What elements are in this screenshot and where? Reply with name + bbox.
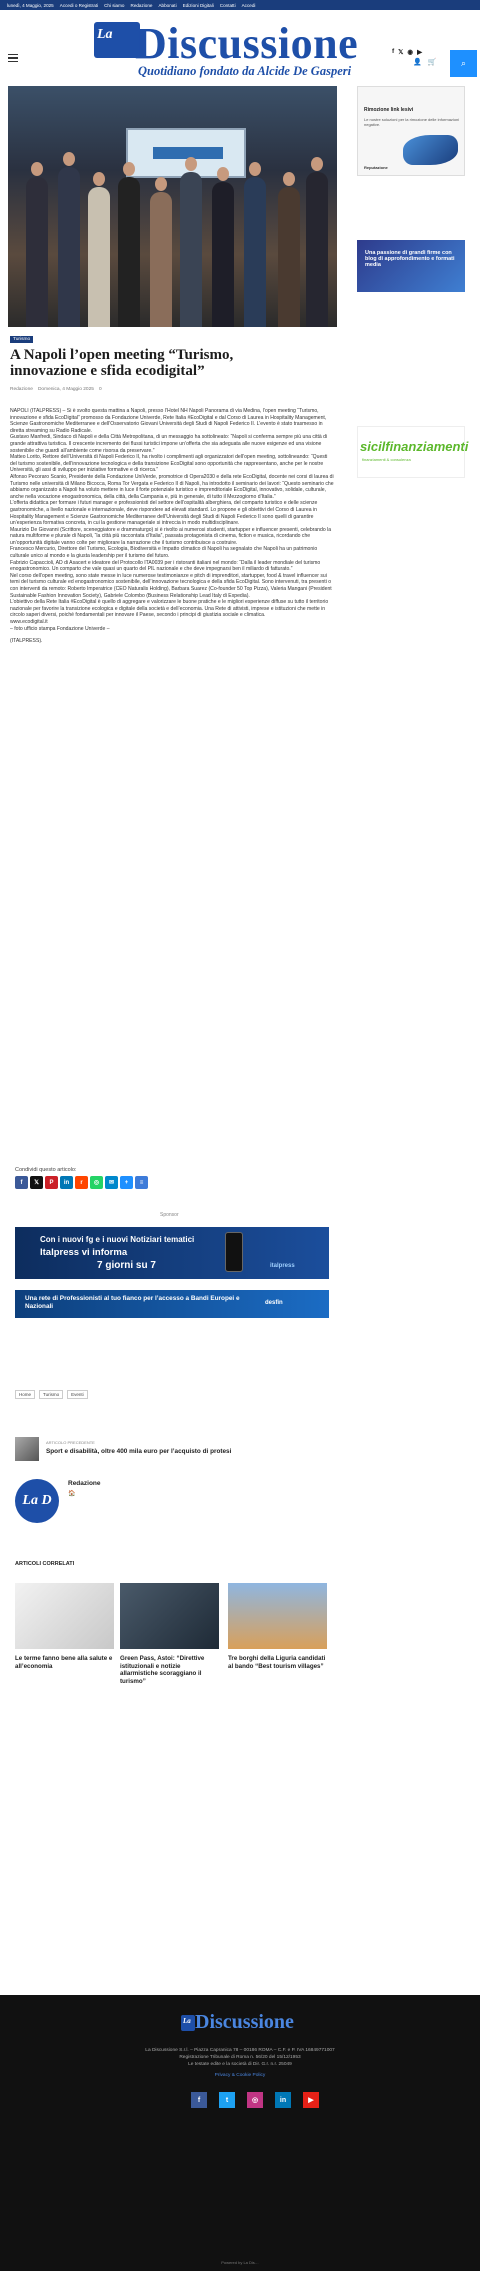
- share-pinterest-icon[interactable]: P: [45, 1176, 58, 1189]
- banner-line: Italpress vi informa: [40, 1247, 128, 1258]
- article-tags: [15, 1390, 88, 1399]
- sponsor-banner-desfin[interactable]: [15, 1290, 329, 1318]
- ad-brand: sicilfinanziamenti: [360, 439, 469, 454]
- person: [118, 177, 140, 327]
- paragraph: Maurizio De Giovanni (Scrittore, sceneggiatore e drammaturgo) si è rivolto ai numerosi studenti, startupper e influencer presenti, celebrando la natura multiforme e plurale di Napoli, “la città più raccontata d’Italia”, passata protagonista di cinema, fiction e musica, ricordando che un’opportunità digitale vanno colte per migliorare la narrazione che il turismo contribuisce a costruire.: [10, 526, 332, 546]
- menu-icon[interactable]: [8, 54, 18, 62]
- related-article-image[interactable]: [228, 1583, 327, 1649]
- youtube-icon[interactable]: ▶: [417, 49, 423, 56]
- ad-title: Rimozione link lesivi: [364, 107, 414, 113]
- article-body: [10, 408, 335, 645]
- person: [306, 172, 328, 327]
- topbar-link-accedi[interactable]: Accedi: [241, 2, 256, 8]
- header-tools: [413, 58, 436, 66]
- footer-info-line: La Discussione S.r.l. – Piazza Capranica 78 – 00186 ROMA – C.F. e P. IVA 16849771007: [145, 2048, 335, 2053]
- ad-subtitle: finanziamenti & consulenza: [362, 457, 411, 462]
- related-article-title[interactable]: Tre borghi della Liguria candidati al bando “Best tourism villages”: [228, 1655, 326, 1670]
- related-article-image[interactable]: [15, 1583, 114, 1649]
- topbar-link-edizioni[interactable]: Edizioni Digitali: [182, 2, 214, 8]
- footer-instagram-icon[interactable]: ◎: [247, 2092, 263, 2108]
- paragraph: L’offerta didattica per formare i futuri manager e professionisti del settore dell’ospitalità alberghiera, del comparto turistico e delle scienze gastronomiche, a livello nazionale e internazionale, deve rispondere ad elevati standard. Lo propone e gli obiettivi del Corso di Laurea in Hospitality Management e Scienze Gastronomiche Mediterranee dell’Università degli Studi di Napoli Federico II sono quelli di garantire un’esperienza formativa concreta, in cui la gestione manageriale si intreccia in modo multidisciplinare.: [10, 500, 318, 527]
- person: [58, 167, 80, 327]
- person: [278, 187, 300, 327]
- related-article-card[interactable]: [15, 1583, 114, 1670]
- site-tagline: Quotidiano fondato da Alcide De Gasperi: [138, 64, 352, 78]
- top-bar: [0, 0, 480, 10]
- user-icon[interactable]: 👤: [413, 59, 422, 66]
- login-link[interactable]: Accedi o Registrati: [59, 2, 99, 8]
- x-icon[interactable]: 𝕏: [398, 49, 404, 56]
- person: [244, 177, 266, 327]
- share-whatsapp-icon[interactable]: ◎: [90, 1176, 103, 1189]
- powered-by: Powered by La Dis…: [221, 2260, 259, 2265]
- previous-article-thumbnail[interactable]: [15, 1437, 39, 1461]
- paragraph: Matteo Lorito, Rettore dell’Università di Napoli Federico II, ha rivolto i complimenti agli organizzatori dell’open meeting, sottolineando: “Questi del turismo sostenibile, dell’innovazione tecnologica e della transizione EcoDigital sono opportunità che rappresentano, anche per le nostre Università, gli assi di sviluppo per iniziative formative e di ricerca.”: [10, 454, 328, 474]
- previous-article-title[interactable]: Sport e disabilità, oltre 400 mila euro per l’acquisto di protesi: [46, 1448, 232, 1455]
- ad-description: Le nostre soluzioni per la rimozione delle informazioni negative.: [364, 117, 460, 127]
- author-box: [15, 1476, 320, 1536]
- search-button[interactable]: [450, 50, 477, 77]
- related-article-card[interactable]: [120, 1583, 219, 1685]
- agency-credit: (ITALPRESS).: [10, 638, 43, 645]
- site-footer: [0, 1995, 480, 2271]
- footer-social-links: [191, 2092, 319, 2108]
- site-logo[interactable]: Discussione: [135, 19, 359, 68]
- article-title: A Napoli l’open meeting “Turismo, innovazione e sfida ecodigital”: [10, 347, 234, 379]
- article-meta: [10, 387, 102, 392]
- footer-logo[interactable]: Discussione: [195, 2011, 294, 2033]
- ad-brand: Reputazione: [364, 165, 388, 170]
- author-link[interactable]: Redazione: [10, 387, 33, 392]
- topbar-link-abbonati[interactable]: Abbonati: [158, 2, 177, 8]
- share-more-icon[interactable]: ≡: [135, 1176, 148, 1189]
- share-label: Condividi questo articolo:: [15, 1167, 77, 1173]
- topbar-link-chi-siamo[interactable]: Chi siamo: [104, 2, 125, 8]
- previous-article-label: ARTICOLO PRECEDENTE: [46, 1440, 95, 1445]
- footer-youtube-icon[interactable]: ▶: [303, 2092, 319, 2108]
- banner-brand: desfin: [265, 1300, 283, 1306]
- tag[interactable]: Home: [15, 1390, 35, 1399]
- footer-info: [70, 2047, 410, 2068]
- person: [26, 177, 48, 327]
- footer-facebook-icon[interactable]: f: [191, 2092, 207, 2108]
- instagram-icon[interactable]: ◉: [407, 49, 414, 56]
- logo-badge[interactable]: [94, 22, 140, 58]
- author-name[interactable]: Redazione: [68, 1480, 101, 1487]
- paragraph: L’obiettivo della Rete Italia #EcoDigital è quello di aggregare e valorizzare le buone pratiche e le migliori esperienze diffuse su tutto il territorio nazionale per favorire la transizione ecologica e digitale della società e dell’economia. Una Rete di attivisti, imprese e istituzioni che mette in circolo saperi diversi, poiché fondamentali per innovare il Paese, secondo i principi di giustizia sociale e climatica.: [10, 599, 329, 619]
- related-article-title[interactable]: Le terme fanno bene alla salute e all’economia: [15, 1655, 113, 1670]
- share-telegram-icon[interactable]: ✉: [105, 1176, 118, 1189]
- phone-graphic: [225, 1232, 243, 1272]
- banner-brand: italpress: [270, 1263, 295, 1269]
- person: [180, 172, 202, 327]
- footer-logo-badge[interactable]: [181, 2015, 195, 2031]
- share-linkedin-icon[interactable]: in: [60, 1176, 73, 1189]
- footer-info-line: Le testate edite e la società di Dir. G.r. n.r. 25049: [188, 2062, 292, 2067]
- search-icon: ⌕: [460, 58, 467, 68]
- related-article-title[interactable]: Green Pass, Astoi: “Direttive istituzionali e notizie allarmistiche scoraggiano il turismo”: [120, 1655, 205, 1685]
- person: [212, 182, 234, 327]
- paragraph: Fabrizio Capaccioli, AD di Asacert e ideatore del Protocollo ITA0039 per i ristoranti italiani nel mondo: “Dalla il leader mondiale del turismo enogastronomico. Un comparto che vale quasi un quarto del PIL nazionale e che deve impegnarsi ben il miliardo di fatturato.”: [10, 559, 321, 573]
- banner-text: Una rete di Professionisti al tuo fianco per l’accesso a Bandi Europei e Nazionali: [25, 1295, 240, 1310]
- paragraph: Nel corso dell’open meeting, sono state messe in luce numerose testimonianze e pitch di imprenditori, startupper, food & travel influencer sui temi del turismo culturale ed enogastronomico sostenibile, dell’innovazione tecnologica e della sfida EcoDigital. Sono intervenuti, tra presenti o con interventi da remoto: Roberto Imperatrice (CEO Naturalis Holding), Barbara Suarez (Co-founder 50 Top Pizza), Valeria Mangani (President Sustainable Fashion Innovation Society), Gabriele Colombo (Business Relationship Lead Italy di Expedia).: [10, 572, 332, 599]
- footer-linkedin-icon[interactable]: in: [275, 2092, 291, 2108]
- author-avatar[interactable]: La D: [15, 1479, 59, 1523]
- sponsor-banner-italpress[interactable]: [15, 1227, 329, 1279]
- ad-graphic: [403, 135, 458, 165]
- related-article-image[interactable]: [120, 1583, 219, 1649]
- share-x-icon[interactable]: 𝕏: [30, 1176, 43, 1189]
- category-badge[interactable]: Turismo: [10, 336, 33, 343]
- footer-twitter-icon[interactable]: t: [219, 2092, 235, 2108]
- website-icon[interactable]: 🏠: [68, 1491, 76, 1497]
- paragraph: Francesco Mercurio, Direttore del Turismo, Ecologia, Biodiversità e Impatto climatico di Napoli ha segnalato che Napoli ha un patrimonio culturale unico al mondo e la giusta leadership per il turismo del futuro.: [10, 546, 318, 560]
- tag[interactable]: Eventi: [67, 1390, 88, 1399]
- sidebar-ad-reputation[interactable]: [357, 86, 465, 176]
- footer-info-line: Registrazione Tribunale di Roma n. 56/20 del 15/12/1953: [179, 2055, 301, 2060]
- related-article-card[interactable]: [228, 1583, 327, 1670]
- tag[interactable]: Turismo: [39, 1390, 63, 1399]
- banner-line: 7 giorni su 7: [97, 1260, 156, 1271]
- paragraph: Alfonso Pecoraro Scanio, Presidente della Fondazione UniVerde, promotrice di Opera2030 e della rete EcoDigital, docente nei corsi di laurea di Turismo nelle università di Milano Bicocca, Roma Tor Vergata e Federico II di Napoli, ha introdotto il seminario dei lavori: “Questo seminario che abbiamo organizzato a Napoli ha voluto mettere in luce il forte potenziale turistico e imprenditoriale EcoDigital, innovativo, solidale, culturale, anche nella vocazione enogastronomica, della città, della Campania e, più in generale, di tutto il Mezzogiorno d’Italia.”: [10, 473, 334, 500]
- topbar-link-contatti[interactable]: Contatti: [219, 2, 236, 8]
- footer-logo-prefix: La: [183, 2017, 191, 2025]
- source-link[interactable]: www.ecodigital.it: [10, 619, 48, 625]
- current-date: lunedì, 4 Maggio, 2025: [7, 2, 54, 8]
- site-header: [0, 10, 480, 92]
- share-email-icon[interactable]: +: [120, 1176, 133, 1189]
- person: [150, 192, 172, 327]
- share-buttons: [15, 1176, 148, 1189]
- person: [88, 187, 110, 327]
- publish-date: Domenica, 4 Maggio 2025: [37, 387, 94, 392]
- cart-icon[interactable]: 🛒: [427, 59, 437, 66]
- related-articles-heading: ARTICOLI CORRELATI: [15, 1561, 75, 1567]
- logo-prefix: La: [97, 27, 113, 42]
- share-facebook-icon[interactable]: f: [15, 1176, 28, 1189]
- paragraph: NAPOLI (ITALPRESS) – Si è svolto questa mattina a Napoli, presso l’Hotel NH Napoli Panorama di via Medina, l’open meeting “Turismo, innovazione e sfida EcoDigital” promosso da Fondazione Univerde, Rete Italia #EcoDigital e dal Corso di Laurea in Hospitality Management, Scienze Gastronomiche Mediterranee e dell’Osservatorio Giovani Università degli Studi di Napoli Federico II. L’evento è stato trasmesso in diretta streaming su Radio Radicale.: [10, 408, 327, 434]
- header-social-links: [392, 48, 422, 56]
- sidebar-ad-blog[interactable]: [357, 240, 465, 292]
- topbar-link-redazione[interactable]: Redazione: [130, 2, 153, 8]
- privacy-link[interactable]: Privacy & Cookie Policy: [214, 2073, 266, 2078]
- comments-count[interactable]: 0: [98, 387, 102, 392]
- share-reddit-icon[interactable]: r: [75, 1176, 88, 1189]
- facebook-icon[interactable]: f: [392, 48, 395, 55]
- paragraph: Gustavo Manfredi, Sindaco di Napoli e della Città Metropolitana, di un messaggio ha sottolineato: “Napoli si conferma sempre più una città di grande attrattiva turistica. Il crescente incremento dei flussi turistici impone un’offerta che sia adeguata alle nuove esigenze ed una visione sostenibile che guardi all’ambiente come risorsa da preservare.”: [10, 434, 328, 454]
- photo-credit: – foto ufficio stampa Fondazione Univerde –: [10, 625, 110, 632]
- article-hero-image: [8, 86, 337, 327]
- banner-line: Con i nuovi fg e i nuovi Notiziari tematici: [40, 1235, 195, 1244]
- sponsor-label: Sponsor: [160, 1212, 179, 1218]
- sidebar-ad-finanziamenti[interactable]: [357, 426, 469, 478]
- ad-text: Una passione di grandi firme con blog di approfondimento e formati media: [365, 250, 455, 268]
